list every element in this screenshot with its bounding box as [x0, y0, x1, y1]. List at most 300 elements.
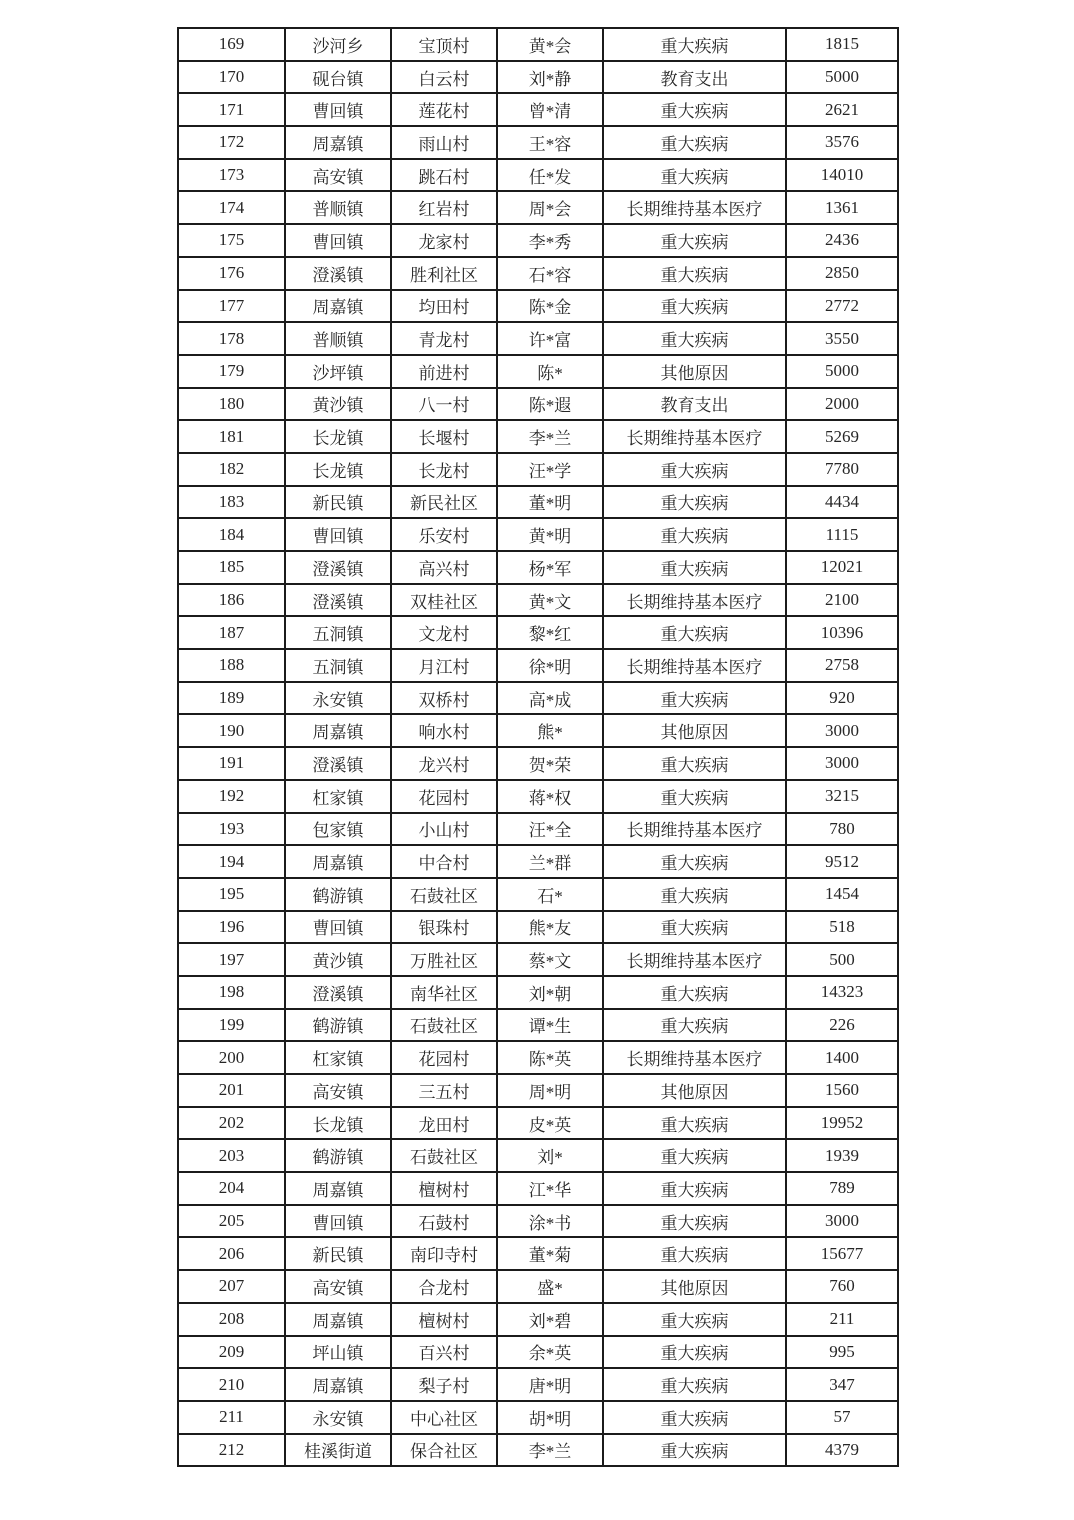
- cell-row-number: 174: [178, 191, 285, 224]
- cell-name: 李*兰: [497, 420, 603, 453]
- cell-town: 永安镇: [285, 682, 391, 715]
- table-row: [178, 1401, 898, 1434]
- cell-row-number: 197: [178, 943, 285, 976]
- cell-village: 小山村: [391, 813, 497, 846]
- cell-reason: 其他原因: [603, 1074, 786, 1107]
- table-row: [178, 1205, 898, 1238]
- cell-town: 新民镇: [285, 1237, 391, 1270]
- table-row: [178, 290, 898, 323]
- cell-amount: 1400: [786, 1041, 898, 1074]
- cell-row-number: 192: [178, 780, 285, 813]
- cell-town: 曹回镇: [285, 518, 391, 551]
- table-row: [178, 878, 898, 911]
- cell-name: 唐*明: [497, 1368, 603, 1401]
- cell-town: 澄溪镇: [285, 584, 391, 617]
- cell-name: 黎*红: [497, 616, 603, 649]
- cell-row-number: 176: [178, 257, 285, 290]
- cell-village: 石鼓社区: [391, 1009, 497, 1042]
- cell-row-number: 211: [178, 1401, 285, 1434]
- cell-reason: 重大疾病: [603, 224, 786, 257]
- cell-amount: 3215: [786, 780, 898, 813]
- cell-town: 坪山镇: [285, 1336, 391, 1369]
- cell-amount: 920: [786, 682, 898, 715]
- table-row: [178, 1074, 898, 1107]
- cell-town: 普顺镇: [285, 322, 391, 355]
- cell-amount: 780: [786, 813, 898, 846]
- cell-reason: 其他原因: [603, 1270, 786, 1303]
- cell-village: 双桥村: [391, 682, 497, 715]
- cell-name: 胡*明: [497, 1401, 603, 1434]
- cell-name: 黄*文: [497, 584, 603, 617]
- table-row: [178, 93, 898, 126]
- cell-row-number: 201: [178, 1074, 285, 1107]
- cell-village: 花园村: [391, 780, 497, 813]
- cell-row-number: 172: [178, 126, 285, 159]
- table-row: [178, 813, 898, 846]
- cell-village: 高兴村: [391, 551, 497, 584]
- cell-village: 长堰村: [391, 420, 497, 453]
- cell-reason: 重大疾病: [603, 126, 786, 159]
- table-row: [178, 1172, 898, 1205]
- cell-amount: 2850: [786, 257, 898, 290]
- cell-reason: 重大疾病: [603, 486, 786, 519]
- cell-amount: 10396: [786, 616, 898, 649]
- table-row: [178, 1434, 898, 1467]
- cell-village: 中合村: [391, 845, 497, 878]
- cell-reason: 重大疾病: [603, 845, 786, 878]
- cell-village: 宝顶村: [391, 28, 497, 61]
- table-row: [178, 911, 898, 944]
- cell-town: 沙河乡: [285, 28, 391, 61]
- cell-town: 长龙镇: [285, 453, 391, 486]
- table-row: [178, 126, 898, 159]
- cell-amount: 2436: [786, 224, 898, 257]
- cell-town: 曹回镇: [285, 1205, 391, 1238]
- cell-row-number: 191: [178, 747, 285, 780]
- cell-row-number: 203: [178, 1139, 285, 1172]
- cell-amount: 5269: [786, 420, 898, 453]
- cell-reason: 重大疾病: [603, 551, 786, 584]
- cell-town: 周嘉镇: [285, 1368, 391, 1401]
- cell-name: 盛*: [497, 1270, 603, 1303]
- cell-name: 汪*全: [497, 813, 603, 846]
- cell-row-number: 198: [178, 976, 285, 1009]
- cell-name: 熊*: [497, 714, 603, 747]
- cell-town: 永安镇: [285, 1401, 391, 1434]
- cell-reason: 重大疾病: [603, 1107, 786, 1140]
- cell-name: 周*明: [497, 1074, 603, 1107]
- cell-reason: 重大疾病: [603, 976, 786, 1009]
- cell-village: 万胜社区: [391, 943, 497, 976]
- table-row: [178, 388, 898, 421]
- cell-reason: 重大疾病: [603, 159, 786, 192]
- cell-town: 高安镇: [285, 1270, 391, 1303]
- cell-name: 周*会: [497, 191, 603, 224]
- cell-amount: 19952: [786, 1107, 898, 1140]
- table-row: [178, 191, 898, 224]
- cell-name: 石*容: [497, 257, 603, 290]
- cell-village: 石鼓村: [391, 1205, 497, 1238]
- cell-village: 乐安村: [391, 518, 497, 551]
- cell-row-number: 180: [178, 388, 285, 421]
- cell-town: 包家镇: [285, 813, 391, 846]
- cell-amount: 1361: [786, 191, 898, 224]
- cell-amount: 1939: [786, 1139, 898, 1172]
- cell-reason: 重大疾病: [603, 1139, 786, 1172]
- cell-village: 石鼓社区: [391, 1139, 497, 1172]
- cell-amount: 3000: [786, 714, 898, 747]
- cell-town: 澄溪镇: [285, 551, 391, 584]
- cell-name: 刘*朝: [497, 976, 603, 1009]
- cell-reason: 重大疾病: [603, 453, 786, 486]
- cell-row-number: 184: [178, 518, 285, 551]
- cell-village: 红岩村: [391, 191, 497, 224]
- cell-village: 雨山村: [391, 126, 497, 159]
- cell-town: 曹回镇: [285, 224, 391, 257]
- table-row: [178, 159, 898, 192]
- cell-name: 任*发: [497, 159, 603, 192]
- cell-reason: 其他原因: [603, 355, 786, 388]
- cell-reason: 重大疾病: [603, 616, 786, 649]
- table-row: [178, 1270, 898, 1303]
- cell-row-number: 178: [178, 322, 285, 355]
- cell-reason: 重大疾病: [603, 1009, 786, 1042]
- cell-amount: 1815: [786, 28, 898, 61]
- cell-town: 黄沙镇: [285, 943, 391, 976]
- table-row: [178, 453, 898, 486]
- cell-name: 董*明: [497, 486, 603, 519]
- cell-amount: 5000: [786, 61, 898, 94]
- cell-town: 曹回镇: [285, 93, 391, 126]
- table-row: [178, 1368, 898, 1401]
- cell-village: 前进村: [391, 355, 497, 388]
- cell-village: 双桂社区: [391, 584, 497, 617]
- cell-row-number: 179: [178, 355, 285, 388]
- cell-town: 五洞镇: [285, 649, 391, 682]
- cell-amount: 5000: [786, 355, 898, 388]
- cell-town: 桂溪街道: [285, 1434, 391, 1467]
- cell-amount: 211: [786, 1303, 898, 1336]
- cell-village: 中心社区: [391, 1401, 497, 1434]
- cell-amount: 2621: [786, 93, 898, 126]
- cell-row-number: 210: [178, 1368, 285, 1401]
- cell-name: 陈*英: [497, 1041, 603, 1074]
- table-row: [178, 584, 898, 617]
- table-row: [178, 649, 898, 682]
- cell-name: 杨*军: [497, 551, 603, 584]
- cell-village: 跳石村: [391, 159, 497, 192]
- cell-row-number: 194: [178, 845, 285, 878]
- cell-town: 澄溪镇: [285, 747, 391, 780]
- cell-name: 许*富: [497, 322, 603, 355]
- cell-village: 长龙村: [391, 453, 497, 486]
- cell-amount: 2772: [786, 290, 898, 323]
- cell-name: 陈*金: [497, 290, 603, 323]
- table-row: [178, 1041, 898, 1074]
- cell-village: 龙田村: [391, 1107, 497, 1140]
- cell-town: 周嘉镇: [285, 714, 391, 747]
- cell-amount: 3000: [786, 1205, 898, 1238]
- cell-name: 谭*生: [497, 1009, 603, 1042]
- table-row: [178, 355, 898, 388]
- cell-name: 李*兰: [497, 1434, 603, 1467]
- cell-row-number: 175: [178, 224, 285, 257]
- cell-town: 普顺镇: [285, 191, 391, 224]
- cell-village: 月江村: [391, 649, 497, 682]
- cell-name: 刘*静: [497, 61, 603, 94]
- cell-name: 高*成: [497, 682, 603, 715]
- cell-amount: 760: [786, 1270, 898, 1303]
- cell-reason: 长期维持基本医疗: [603, 1041, 786, 1074]
- cell-village: 檀树村: [391, 1172, 497, 1205]
- cell-row-number: 188: [178, 649, 285, 682]
- cell-amount: 2758: [786, 649, 898, 682]
- cell-town: 周嘉镇: [285, 845, 391, 878]
- cell-amount: 347: [786, 1368, 898, 1401]
- cell-row-number: 170: [178, 61, 285, 94]
- cell-name: 陈*遐: [497, 388, 603, 421]
- cell-reason: 长期维持基本医疗: [603, 813, 786, 846]
- cell-amount: 4379: [786, 1434, 898, 1467]
- cell-amount: 12021: [786, 551, 898, 584]
- cell-row-number: 195: [178, 878, 285, 911]
- cell-town: 五洞镇: [285, 616, 391, 649]
- table-row: [178, 224, 898, 257]
- cell-amount: 1115: [786, 518, 898, 551]
- cell-village: 银珠村: [391, 911, 497, 944]
- cell-row-number: 173: [178, 159, 285, 192]
- cell-village: 莲花村: [391, 93, 497, 126]
- cell-reason: 教育支出: [603, 61, 786, 94]
- cell-reason: 重大疾病: [603, 1172, 786, 1205]
- cell-reason: 重大疾病: [603, 1401, 786, 1434]
- cell-town: 周嘉镇: [285, 1303, 391, 1336]
- table-row: [178, 845, 898, 878]
- table-row: [178, 976, 898, 1009]
- cell-reason: 长期维持基本医疗: [603, 943, 786, 976]
- cell-reason: 重大疾病: [603, 322, 786, 355]
- cell-amount: 789: [786, 1172, 898, 1205]
- cell-name: 涂*书: [497, 1205, 603, 1238]
- table-row: [178, 322, 898, 355]
- cell-reason: 重大疾病: [603, 1368, 786, 1401]
- cell-amount: 7780: [786, 453, 898, 486]
- cell-amount: 4434: [786, 486, 898, 519]
- cell-village: 保合社区: [391, 1434, 497, 1467]
- cell-row-number: 209: [178, 1336, 285, 1369]
- cell-town: 澄溪镇: [285, 976, 391, 1009]
- cell-amount: 1560: [786, 1074, 898, 1107]
- cell-reason: 重大疾病: [603, 28, 786, 61]
- cell-reason: 其他原因: [603, 714, 786, 747]
- table-row: [178, 943, 898, 976]
- cell-village: 新民社区: [391, 486, 497, 519]
- table-body: [178, 28, 898, 1466]
- cell-row-number: 189: [178, 682, 285, 715]
- table-row: [178, 1139, 898, 1172]
- cell-town: 周嘉镇: [285, 1172, 391, 1205]
- cell-village: 石鼓社区: [391, 878, 497, 911]
- cell-town: 高安镇: [285, 1074, 391, 1107]
- cell-reason: 长期维持基本医疗: [603, 420, 786, 453]
- cell-name: 余*英: [497, 1336, 603, 1369]
- cell-village: 响水村: [391, 714, 497, 747]
- cell-reason: 长期维持基本医疗: [603, 649, 786, 682]
- cell-reason: 重大疾病: [603, 1303, 786, 1336]
- cell-name: 董*菊: [497, 1237, 603, 1270]
- cell-village: 檀树村: [391, 1303, 497, 1336]
- cell-reason: 重大疾病: [603, 1336, 786, 1369]
- cell-name: 熊*友: [497, 911, 603, 944]
- cell-name: 蒋*权: [497, 780, 603, 813]
- cell-row-number: 207: [178, 1270, 285, 1303]
- cell-village: 百兴村: [391, 1336, 497, 1369]
- cell-village: 白云村: [391, 61, 497, 94]
- cell-amount: 2000: [786, 388, 898, 421]
- cell-name: 黄*明: [497, 518, 603, 551]
- cell-reason: 重大疾病: [603, 1205, 786, 1238]
- cell-amount: 995: [786, 1336, 898, 1369]
- cell-row-number: 206: [178, 1237, 285, 1270]
- cell-reason: 重大疾病: [603, 682, 786, 715]
- cell-amount: 226: [786, 1009, 898, 1042]
- table-row: [178, 257, 898, 290]
- cell-row-number: 183: [178, 486, 285, 519]
- cell-amount: 3576: [786, 126, 898, 159]
- cell-reason: 教育支出: [603, 388, 786, 421]
- table-row: [178, 616, 898, 649]
- table-row: [178, 1009, 898, 1042]
- cell-row-number: 204: [178, 1172, 285, 1205]
- cell-amount: 14010: [786, 159, 898, 192]
- cell-amount: 1454: [786, 878, 898, 911]
- cell-row-number: 196: [178, 911, 285, 944]
- cell-village: 龙家村: [391, 224, 497, 257]
- cell-name: 汪*学: [497, 453, 603, 486]
- cell-village: 八一村: [391, 388, 497, 421]
- cell-row-number: 171: [178, 93, 285, 126]
- table-row: [178, 1107, 898, 1140]
- cell-name: 王*容: [497, 126, 603, 159]
- cell-village: 均田村: [391, 290, 497, 323]
- cell-amount: 9512: [786, 845, 898, 878]
- cell-row-number: 181: [178, 420, 285, 453]
- cell-village: 胜利社区: [391, 257, 497, 290]
- cell-town: 新民镇: [285, 486, 391, 519]
- cell-amount: 15677: [786, 1237, 898, 1270]
- cell-row-number: 182: [178, 453, 285, 486]
- cell-name: 李*秀: [497, 224, 603, 257]
- cell-amount: 500: [786, 943, 898, 976]
- cell-row-number: 193: [178, 813, 285, 846]
- cell-town: 长龙镇: [285, 1107, 391, 1140]
- cell-name: 兰*群: [497, 845, 603, 878]
- assistance-records-table: [177, 27, 899, 1467]
- cell-town: 杠家镇: [285, 780, 391, 813]
- cell-name: 刘*: [497, 1139, 603, 1172]
- cell-town: 黄沙镇: [285, 388, 391, 421]
- cell-amount: 2100: [786, 584, 898, 617]
- cell-row-number: 169: [178, 28, 285, 61]
- cell-reason: 重大疾病: [603, 257, 786, 290]
- table-row: [178, 1237, 898, 1270]
- cell-amount: 518: [786, 911, 898, 944]
- cell-town: 澄溪镇: [285, 257, 391, 290]
- table-row: [178, 486, 898, 519]
- cell-row-number: 212: [178, 1434, 285, 1467]
- cell-town: 沙坪镇: [285, 355, 391, 388]
- cell-reason: 重大疾病: [603, 518, 786, 551]
- table-row: [178, 518, 898, 551]
- cell-name: 刘*碧: [497, 1303, 603, 1336]
- table-row: [178, 747, 898, 780]
- cell-town: 鹤游镇: [285, 878, 391, 911]
- cell-name: 江*华: [497, 1172, 603, 1205]
- cell-reason: 重大疾病: [603, 878, 786, 911]
- cell-amount: 3550: [786, 322, 898, 355]
- cell-amount: 57: [786, 1401, 898, 1434]
- cell-village: 龙兴村: [391, 747, 497, 780]
- table-row: [178, 420, 898, 453]
- cell-town: 长龙镇: [285, 420, 391, 453]
- cell-row-number: 187: [178, 616, 285, 649]
- cell-town: 鹤游镇: [285, 1009, 391, 1042]
- cell-name: 蔡*文: [497, 943, 603, 976]
- cell-town: 杠家镇: [285, 1041, 391, 1074]
- cell-reason: 重大疾病: [603, 290, 786, 323]
- cell-reason: 重大疾病: [603, 747, 786, 780]
- table-row: [178, 61, 898, 94]
- cell-name: 黄*会: [497, 28, 603, 61]
- cell-town: 周嘉镇: [285, 126, 391, 159]
- cell-name: 徐*明: [497, 649, 603, 682]
- cell-row-number: 208: [178, 1303, 285, 1336]
- cell-reason: 长期维持基本医疗: [603, 584, 786, 617]
- table-row: [178, 1336, 898, 1369]
- cell-reason: 重大疾病: [603, 93, 786, 126]
- cell-row-number: 199: [178, 1009, 285, 1042]
- cell-village: 花园村: [391, 1041, 497, 1074]
- cell-name: 贺*荣: [497, 747, 603, 780]
- cell-row-number: 205: [178, 1205, 285, 1238]
- cell-town: 周嘉镇: [285, 290, 391, 323]
- cell-reason: 重大疾病: [603, 1434, 786, 1467]
- cell-town: 砚台镇: [285, 61, 391, 94]
- cell-village: 南华社区: [391, 976, 497, 1009]
- cell-row-number: 202: [178, 1107, 285, 1140]
- table-row: [178, 682, 898, 715]
- cell-town: 鹤游镇: [285, 1139, 391, 1172]
- cell-row-number: 185: [178, 551, 285, 584]
- cell-village: 三五村: [391, 1074, 497, 1107]
- cell-row-number: 186: [178, 584, 285, 617]
- cell-village: 梨子村: [391, 1368, 497, 1401]
- cell-amount: 3000: [786, 747, 898, 780]
- cell-town: 曹回镇: [285, 911, 391, 944]
- cell-village: 合龙村: [391, 1270, 497, 1303]
- cell-row-number: 200: [178, 1041, 285, 1074]
- table-row: [178, 714, 898, 747]
- cell-name: 曾*清: [497, 93, 603, 126]
- cell-village: 青龙村: [391, 322, 497, 355]
- table-row: [178, 28, 898, 61]
- cell-name: 陈*: [497, 355, 603, 388]
- cell-village: 文龙村: [391, 616, 497, 649]
- cell-reason: 重大疾病: [603, 1237, 786, 1270]
- cell-row-number: 177: [178, 290, 285, 323]
- cell-name: 皮*英: [497, 1107, 603, 1140]
- cell-village: 南印寺村: [391, 1237, 497, 1270]
